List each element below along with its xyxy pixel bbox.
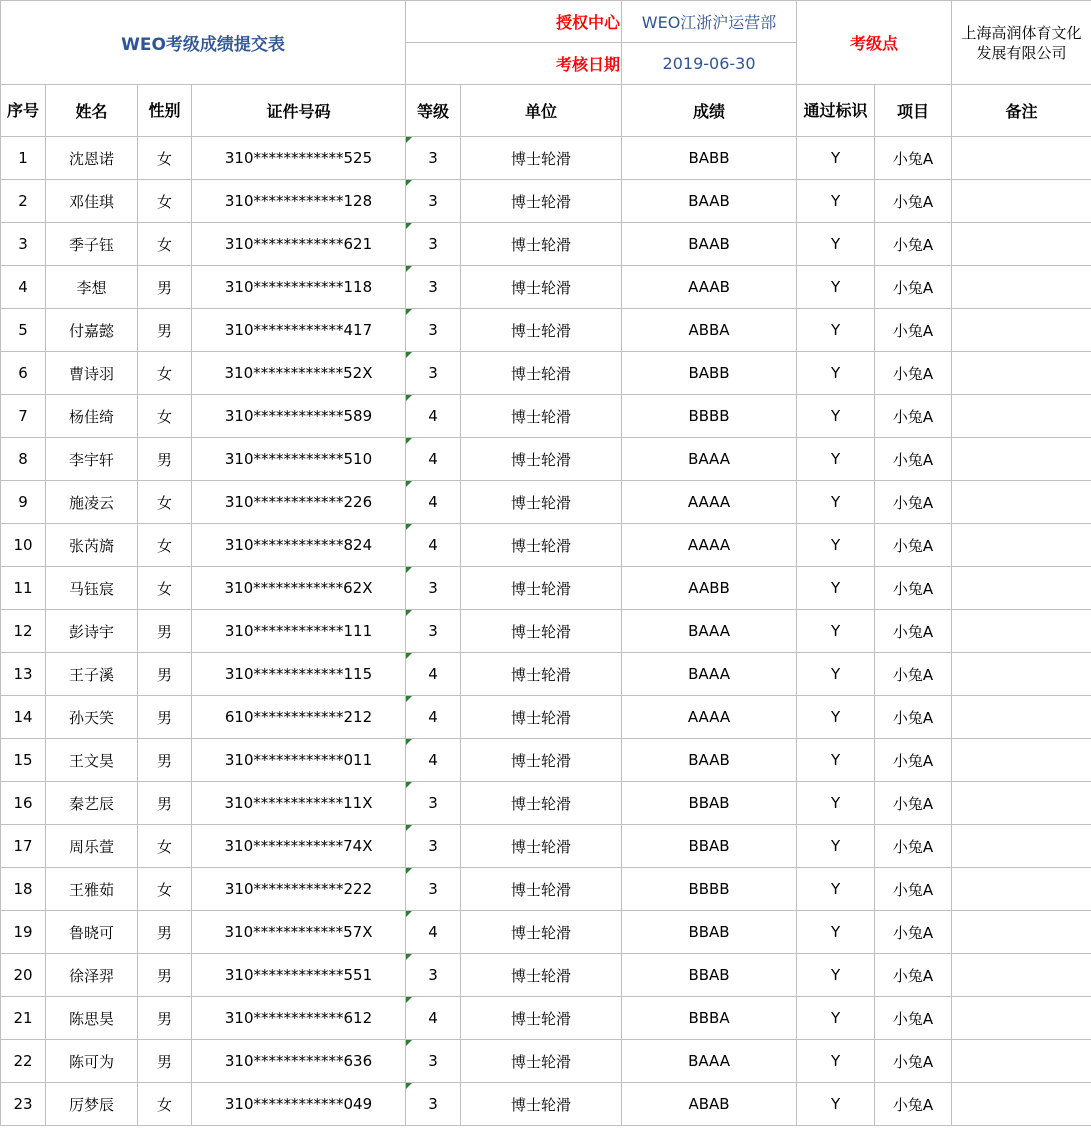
cell-id-number: 310************636 bbox=[192, 1040, 406, 1083]
cell-level: 3 bbox=[406, 137, 461, 180]
col-header-item: 项目 bbox=[875, 85, 952, 137]
col-header-seq: 序号 bbox=[1, 85, 46, 137]
cell-score: AAAA bbox=[622, 481, 797, 524]
cell-score: BBAB bbox=[622, 825, 797, 868]
cell-score: AAAA bbox=[622, 524, 797, 567]
cell-unit: 博士轮滑 bbox=[461, 223, 622, 266]
cell-name: 厉梦辰 bbox=[46, 1083, 138, 1126]
cell-level: 3 bbox=[406, 825, 461, 868]
cell-seq: 16 bbox=[1, 782, 46, 825]
cell-seq: 7 bbox=[1, 395, 46, 438]
cell-item: 小兔A bbox=[875, 223, 952, 266]
cell-unit: 博士轮滑 bbox=[461, 997, 622, 1040]
cell-remark bbox=[952, 481, 1091, 524]
cell-seq: 3 bbox=[1, 223, 46, 266]
cell-score: BBBB bbox=[622, 395, 797, 438]
cell-name: 陈可为 bbox=[46, 1040, 138, 1083]
cell-name: 鲁晓可 bbox=[46, 911, 138, 954]
cell-name: 施凌云 bbox=[46, 481, 138, 524]
cell-id-number: 310************118 bbox=[192, 266, 406, 309]
cell-id-number: 310************128 bbox=[192, 180, 406, 223]
table-row bbox=[1, 1040, 1091, 1083]
cell-name: 邓佳琪 bbox=[46, 180, 138, 223]
cell-unit: 博士轮滑 bbox=[461, 481, 622, 524]
cell-pass-flag: Y bbox=[797, 395, 875, 438]
cell-score: BAAA bbox=[622, 610, 797, 653]
cell-unit: 博士轮滑 bbox=[461, 696, 622, 739]
table-row bbox=[1, 825, 1091, 868]
cell-score: BBAB bbox=[622, 782, 797, 825]
cell-pass-flag: Y bbox=[797, 868, 875, 911]
col-header-level: 等级 bbox=[406, 85, 461, 137]
exam-site-label: 考级点 bbox=[797, 1, 952, 85]
cell-id-number: 310************115 bbox=[192, 653, 406, 696]
cell-gender: 女 bbox=[138, 524, 192, 567]
cell-remark bbox=[952, 567, 1091, 610]
cell-pass-flag: Y bbox=[797, 911, 875, 954]
cell-level: 4 bbox=[406, 653, 461, 696]
cell-unit: 博士轮滑 bbox=[461, 395, 622, 438]
cell-pass-flag: Y bbox=[797, 137, 875, 180]
cell-remark bbox=[952, 1083, 1091, 1126]
cell-item: 小兔A bbox=[875, 868, 952, 911]
cell-item: 小兔A bbox=[875, 266, 952, 309]
cell-seq: 5 bbox=[1, 309, 46, 352]
cell-pass-flag: Y bbox=[797, 438, 875, 481]
cell-name: 彭诗宇 bbox=[46, 610, 138, 653]
col-header-unit: 单位 bbox=[461, 85, 622, 137]
cell-gender: 男 bbox=[138, 1040, 192, 1083]
cell-id-number: 310************111 bbox=[192, 610, 406, 653]
col-header-name: 姓名 bbox=[46, 85, 138, 137]
cell-remark bbox=[952, 610, 1091, 653]
cell-seq: 14 bbox=[1, 696, 46, 739]
cell-unit: 博士轮滑 bbox=[461, 137, 622, 180]
cell-id-number: 310************049 bbox=[192, 1083, 406, 1126]
cell-id-number: 310************62X bbox=[192, 567, 406, 610]
cell-item: 小兔A bbox=[875, 911, 952, 954]
cell-remark bbox=[952, 782, 1091, 825]
cell-pass-flag: Y bbox=[797, 1083, 875, 1126]
cell-level: 3 bbox=[406, 1040, 461, 1083]
table-row bbox=[1, 696, 1091, 739]
cell-score: BBBB bbox=[622, 868, 797, 911]
cell-seq: 23 bbox=[1, 1083, 46, 1126]
cell-item: 小兔A bbox=[875, 782, 952, 825]
cell-remark bbox=[952, 696, 1091, 739]
cell-pass-flag: Y bbox=[797, 739, 875, 782]
table-row bbox=[1, 180, 1091, 223]
cell-id-number: 310************824 bbox=[192, 524, 406, 567]
table-row bbox=[1, 309, 1091, 352]
table-row bbox=[1, 954, 1091, 997]
cell-seq: 15 bbox=[1, 739, 46, 782]
cell-item: 小兔A bbox=[875, 438, 952, 481]
col-header-score: 成绩 bbox=[622, 85, 797, 137]
cell-remark bbox=[952, 825, 1091, 868]
cell-seq: 4 bbox=[1, 266, 46, 309]
cell-level: 3 bbox=[406, 1083, 461, 1126]
cell-item: 小兔A bbox=[875, 481, 952, 524]
cell-gender: 女 bbox=[138, 395, 192, 438]
cell-seq: 19 bbox=[1, 911, 46, 954]
cell-score: AABB bbox=[622, 567, 797, 610]
cell-gender: 男 bbox=[138, 997, 192, 1040]
cell-level: 3 bbox=[406, 782, 461, 825]
col-header-remark: 备注 bbox=[952, 85, 1091, 137]
cell-id-number: 310************011 bbox=[192, 739, 406, 782]
cell-unit: 博士轮滑 bbox=[461, 1040, 622, 1083]
cell-remark bbox=[952, 911, 1091, 954]
cell-seq: 10 bbox=[1, 524, 46, 567]
cell-score: ABBA bbox=[622, 309, 797, 352]
cell-gender: 女 bbox=[138, 137, 192, 180]
cell-unit: 博士轮滑 bbox=[461, 1083, 622, 1126]
cell-level: 3 bbox=[406, 180, 461, 223]
table-row bbox=[1, 352, 1091, 395]
cell-gender: 男 bbox=[138, 739, 192, 782]
cell-pass-flag: Y bbox=[797, 1040, 875, 1083]
cell-remark bbox=[952, 180, 1091, 223]
cell-name: 王文昊 bbox=[46, 739, 138, 782]
cell-level: 3 bbox=[406, 610, 461, 653]
cell-name: 季子钰 bbox=[46, 223, 138, 266]
cell-seq: 1 bbox=[1, 137, 46, 180]
cell-level: 4 bbox=[406, 524, 461, 567]
table-row bbox=[1, 653, 1091, 696]
cell-item: 小兔A bbox=[875, 1040, 952, 1083]
cell-name: 曹诗羽 bbox=[46, 352, 138, 395]
cell-remark bbox=[952, 653, 1091, 696]
cell-id-number: 310************621 bbox=[192, 223, 406, 266]
cell-item: 小兔A bbox=[875, 352, 952, 395]
sheet-title: WEO考级成绩提交表 bbox=[1, 1, 406, 85]
cell-unit: 博士轮滑 bbox=[461, 782, 622, 825]
cell-gender: 男 bbox=[138, 954, 192, 997]
cell-gender: 男 bbox=[138, 438, 192, 481]
cell-score: BAAB bbox=[622, 739, 797, 782]
cell-name: 陈思昊 bbox=[46, 997, 138, 1040]
cell-remark bbox=[952, 309, 1091, 352]
cell-score: AAAA bbox=[622, 696, 797, 739]
auth-center-label: 授权中心 bbox=[406, 1, 622, 43]
cell-pass-flag: Y bbox=[797, 180, 875, 223]
cell-gender: 男 bbox=[138, 309, 192, 352]
cell-id-number: 610************212 bbox=[192, 696, 406, 739]
cell-level: 3 bbox=[406, 567, 461, 610]
cell-item: 小兔A bbox=[875, 180, 952, 223]
cell-remark bbox=[952, 997, 1091, 1040]
cell-remark bbox=[952, 1040, 1091, 1083]
cell-pass-flag: Y bbox=[797, 696, 875, 739]
table-row bbox=[1, 395, 1091, 438]
cell-level: 4 bbox=[406, 438, 461, 481]
cell-seq: 13 bbox=[1, 653, 46, 696]
table-row bbox=[1, 739, 1091, 782]
cell-unit: 博士轮滑 bbox=[461, 309, 622, 352]
cell-unit: 博士轮滑 bbox=[461, 610, 622, 653]
cell-item: 小兔A bbox=[875, 567, 952, 610]
cell-remark bbox=[952, 395, 1091, 438]
table-row bbox=[1, 481, 1091, 524]
cell-score: BBAB bbox=[622, 911, 797, 954]
cell-seq: 20 bbox=[1, 954, 46, 997]
cell-name: 杨佳绮 bbox=[46, 395, 138, 438]
cell-unit: 博士轮滑 bbox=[461, 911, 622, 954]
cell-score: AAAB bbox=[622, 266, 797, 309]
cell-id-number: 310************11X bbox=[192, 782, 406, 825]
cell-score: BAAB bbox=[622, 223, 797, 266]
cell-level: 4 bbox=[406, 696, 461, 739]
cell-score: BABB bbox=[622, 352, 797, 395]
cell-remark bbox=[952, 524, 1091, 567]
cell-remark bbox=[952, 868, 1091, 911]
cell-name: 沈恩诺 bbox=[46, 137, 138, 180]
cell-name: 马钰宸 bbox=[46, 567, 138, 610]
table-row bbox=[1, 911, 1091, 954]
cell-gender: 女 bbox=[138, 352, 192, 395]
table-row bbox=[1, 1083, 1091, 1126]
table-row bbox=[1, 567, 1091, 610]
cell-unit: 博士轮滑 bbox=[461, 567, 622, 610]
cell-remark bbox=[952, 266, 1091, 309]
cell-id-number: 310************612 bbox=[192, 997, 406, 1040]
cell-gender: 女 bbox=[138, 223, 192, 266]
cell-gender: 男 bbox=[138, 610, 192, 653]
cell-seq: 2 bbox=[1, 180, 46, 223]
cell-level: 3 bbox=[406, 223, 461, 266]
cell-pass-flag: Y bbox=[797, 825, 875, 868]
cell-name: 王子溪 bbox=[46, 653, 138, 696]
cell-seq: 17 bbox=[1, 825, 46, 868]
cell-gender: 男 bbox=[138, 782, 192, 825]
cell-score: BABB bbox=[622, 137, 797, 180]
cell-unit: 博士轮滑 bbox=[461, 825, 622, 868]
table-row bbox=[1, 223, 1091, 266]
cell-item: 小兔A bbox=[875, 1083, 952, 1126]
cell-level: 3 bbox=[406, 954, 461, 997]
cell-unit: 博士轮滑 bbox=[461, 868, 622, 911]
cell-pass-flag: Y bbox=[797, 352, 875, 395]
cell-item: 小兔A bbox=[875, 739, 952, 782]
cell-pass-flag: Y bbox=[797, 954, 875, 997]
cell-remark bbox=[952, 137, 1091, 180]
cell-id-number: 310************417 bbox=[192, 309, 406, 352]
cell-remark bbox=[952, 739, 1091, 782]
cell-id-number: 310************226 bbox=[192, 481, 406, 524]
cell-item: 小兔A bbox=[875, 825, 952, 868]
cell-gender: 男 bbox=[138, 696, 192, 739]
cell-pass-flag: Y bbox=[797, 223, 875, 266]
cell-score: BAAA bbox=[622, 653, 797, 696]
cell-name: 李想 bbox=[46, 266, 138, 309]
cell-name: 李宇轩 bbox=[46, 438, 138, 481]
cell-id-number: 310************589 bbox=[192, 395, 406, 438]
exam-date-label: 考核日期 bbox=[406, 43, 622, 85]
cell-name: 徐泽羿 bbox=[46, 954, 138, 997]
cell-unit: 博士轮滑 bbox=[461, 438, 622, 481]
cell-level: 3 bbox=[406, 868, 461, 911]
cell-seq: 22 bbox=[1, 1040, 46, 1083]
exam-site-company: 上海高润体育文化发展有限公司 bbox=[952, 1, 1091, 85]
cell-level: 3 bbox=[406, 352, 461, 395]
cell-level: 4 bbox=[406, 911, 461, 954]
table-row bbox=[1, 137, 1091, 180]
table-row bbox=[1, 266, 1091, 309]
cell-level: 4 bbox=[406, 997, 461, 1040]
cell-name: 孙天笑 bbox=[46, 696, 138, 739]
cell-pass-flag: Y bbox=[797, 266, 875, 309]
cell-id-number: 310************57X bbox=[192, 911, 406, 954]
cell-score: BAAA bbox=[622, 438, 797, 481]
cell-pass-flag: Y bbox=[797, 524, 875, 567]
cell-pass-flag: Y bbox=[797, 997, 875, 1040]
cell-seq: 12 bbox=[1, 610, 46, 653]
cell-remark bbox=[952, 438, 1091, 481]
col-header-gender: 性别 bbox=[138, 85, 192, 137]
cell-unit: 博士轮滑 bbox=[461, 524, 622, 567]
cell-id-number: 310************222 bbox=[192, 868, 406, 911]
cell-name: 王雅茹 bbox=[46, 868, 138, 911]
cell-pass-flag: Y bbox=[797, 653, 875, 696]
cell-gender: 男 bbox=[138, 911, 192, 954]
table-row bbox=[1, 438, 1091, 481]
cell-id-number: 310************551 bbox=[192, 954, 406, 997]
cell-pass-flag: Y bbox=[797, 782, 875, 825]
cell-score: BAAB bbox=[622, 180, 797, 223]
cell-name: 张芮旖 bbox=[46, 524, 138, 567]
cell-seq: 18 bbox=[1, 868, 46, 911]
cell-item: 小兔A bbox=[875, 524, 952, 567]
cell-item: 小兔A bbox=[875, 997, 952, 1040]
cell-name: 秦艺辰 bbox=[46, 782, 138, 825]
cell-unit: 博士轮滑 bbox=[461, 180, 622, 223]
cell-seq: 6 bbox=[1, 352, 46, 395]
cell-level: 3 bbox=[406, 266, 461, 309]
cell-gender: 女 bbox=[138, 481, 192, 524]
cell-level: 3 bbox=[406, 309, 461, 352]
cell-level: 4 bbox=[406, 481, 461, 524]
cell-item: 小兔A bbox=[875, 954, 952, 997]
cell-item: 小兔A bbox=[875, 653, 952, 696]
cell-gender: 女 bbox=[138, 825, 192, 868]
table-row bbox=[1, 610, 1091, 653]
cell-unit: 博士轮滑 bbox=[461, 352, 622, 395]
cell-unit: 博士轮滑 bbox=[461, 266, 622, 309]
table-row bbox=[1, 997, 1091, 1040]
cell-pass-flag: Y bbox=[797, 309, 875, 352]
cell-id-number: 310************525 bbox=[192, 137, 406, 180]
cell-gender: 男 bbox=[138, 266, 192, 309]
cell-unit: 博士轮滑 bbox=[461, 739, 622, 782]
cell-seq: 11 bbox=[1, 567, 46, 610]
cell-remark bbox=[952, 352, 1091, 395]
cell-seq: 8 bbox=[1, 438, 46, 481]
cell-seq: 9 bbox=[1, 481, 46, 524]
cell-item: 小兔A bbox=[875, 696, 952, 739]
cell-remark bbox=[952, 954, 1091, 997]
cell-id-number: 310************52X bbox=[192, 352, 406, 395]
cell-score: BBBA bbox=[622, 997, 797, 1040]
cell-level: 4 bbox=[406, 739, 461, 782]
cell-pass-flag: Y bbox=[797, 481, 875, 524]
col-header-id: 证件号码 bbox=[192, 85, 406, 137]
col-header-pass: 通过标识 bbox=[797, 85, 875, 137]
cell-id-number: 310************74X bbox=[192, 825, 406, 868]
cell-name: 付嘉懿 bbox=[46, 309, 138, 352]
table-row bbox=[1, 782, 1091, 825]
cell-pass-flag: Y bbox=[797, 610, 875, 653]
cell-gender: 男 bbox=[138, 653, 192, 696]
cell-item: 小兔A bbox=[875, 137, 952, 180]
table-row bbox=[1, 868, 1091, 911]
cell-score: BAAA bbox=[622, 1040, 797, 1083]
cell-name: 周乐萱 bbox=[46, 825, 138, 868]
cell-gender: 女 bbox=[138, 567, 192, 610]
cell-seq: 21 bbox=[1, 997, 46, 1040]
table-row bbox=[1, 524, 1091, 567]
cell-score: BBAB bbox=[622, 954, 797, 997]
cell-gender: 女 bbox=[138, 180, 192, 223]
cell-remark bbox=[952, 223, 1091, 266]
cell-level: 4 bbox=[406, 395, 461, 438]
cell-gender: 女 bbox=[138, 1083, 192, 1126]
cell-gender: 女 bbox=[138, 868, 192, 911]
cell-unit: 博士轮滑 bbox=[461, 954, 622, 997]
cell-item: 小兔A bbox=[875, 610, 952, 653]
cell-id-number: 310************510 bbox=[192, 438, 406, 481]
cell-score: ABAB bbox=[622, 1083, 797, 1126]
auth-center-value: WEO江浙沪运营部 bbox=[622, 1, 797, 43]
cell-item: 小兔A bbox=[875, 309, 952, 352]
exam-date-value: 2019-06-30 bbox=[622, 43, 797, 85]
cell-item: 小兔A bbox=[875, 395, 952, 438]
cell-unit: 博士轮滑 bbox=[461, 653, 622, 696]
cell-pass-flag: Y bbox=[797, 567, 875, 610]
